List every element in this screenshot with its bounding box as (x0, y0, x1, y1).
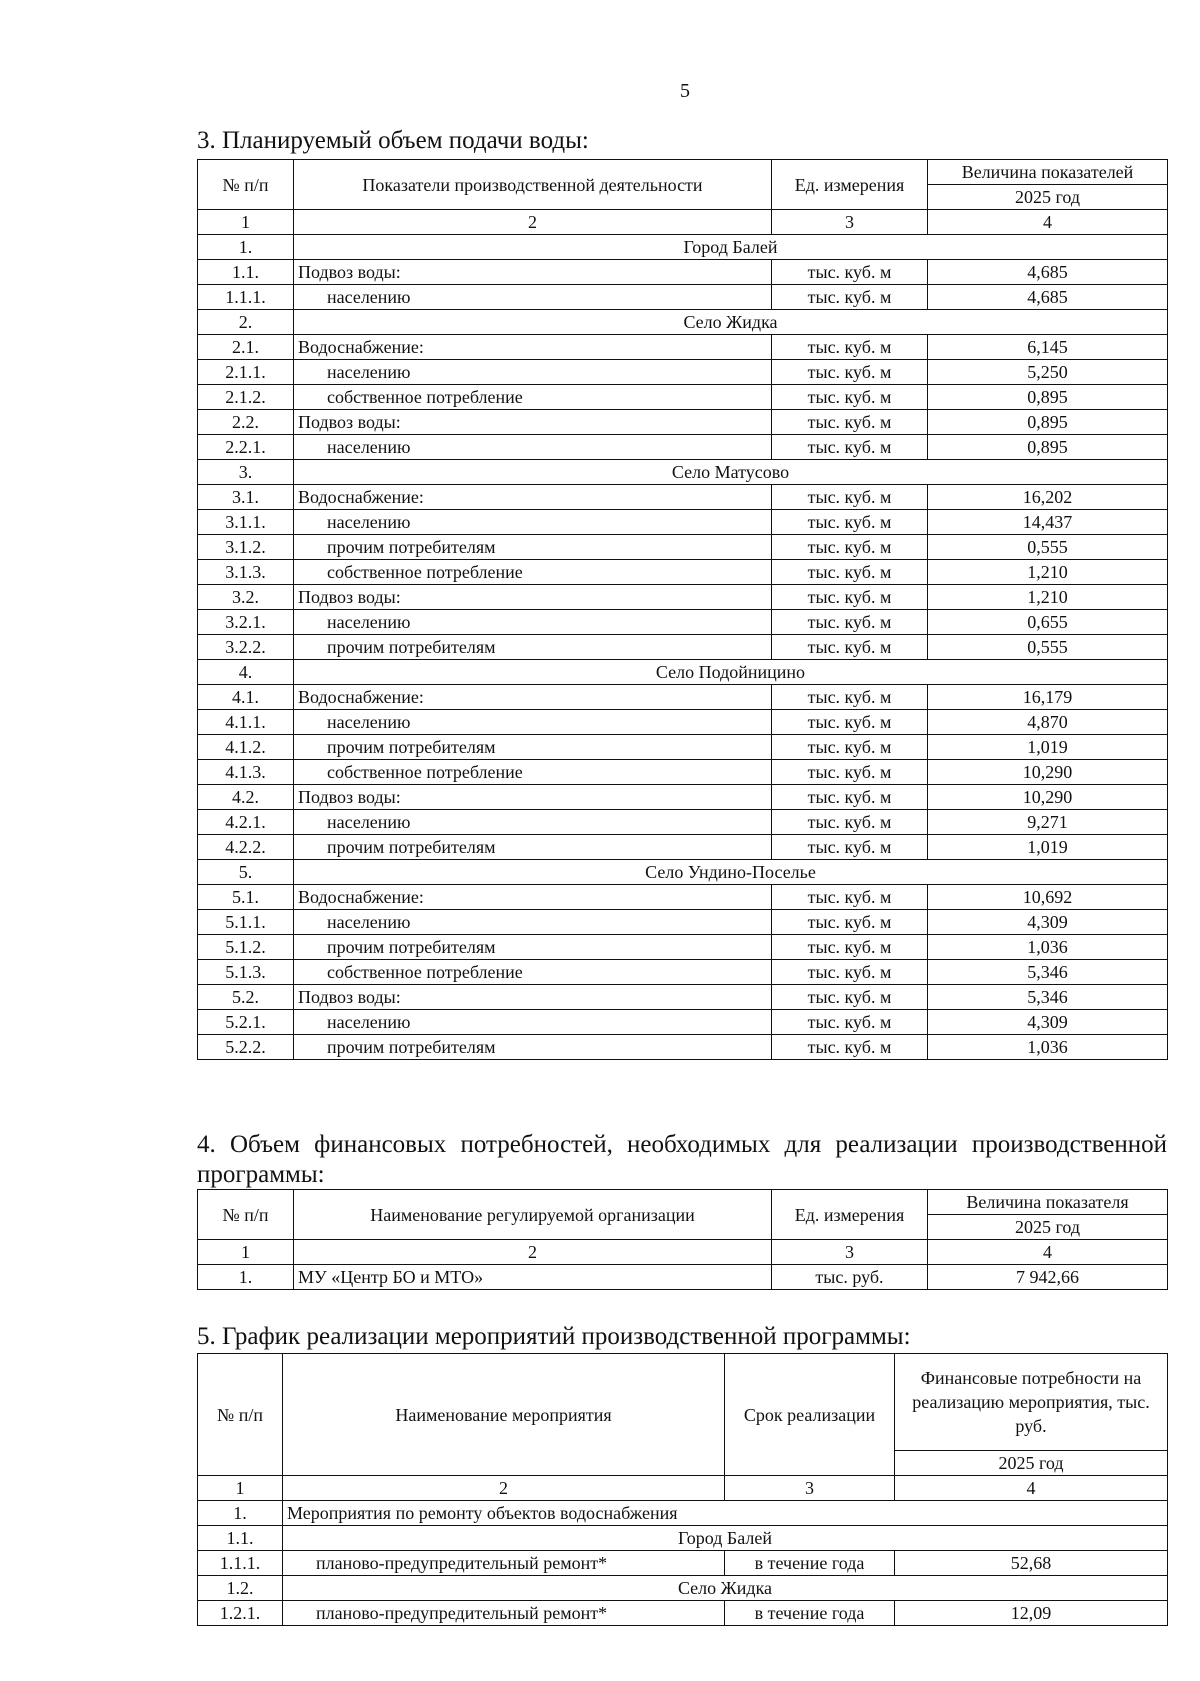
row-label: прочим потребителям (294, 535, 772, 560)
page-number: 5 (680, 80, 690, 102)
row-value: 0,555 (928, 635, 1168, 660)
group-num: 1.1. (198, 1526, 283, 1551)
section-5-title: 5. График реализации мероприятий производственной программы: (197, 1323, 911, 1350)
table-row (198, 635, 1168, 660)
row-value: 0,895 (928, 385, 1168, 410)
table-row (198, 435, 1168, 460)
row-unit: тыс. куб. м (772, 260, 928, 285)
row-value: 0,895 (928, 435, 1168, 460)
row-value: 1,210 (928, 585, 1168, 610)
table-row (198, 1010, 1168, 1035)
header-org: Наименование регулируемой организации (294, 1190, 772, 1240)
table-row (198, 1035, 1168, 1060)
row-unit: тыс. куб. м (772, 610, 928, 635)
header-num: № п/п (198, 1190, 294, 1240)
row-num: 3.2.2. (198, 635, 294, 660)
group-row (198, 660, 1168, 685)
row-unit: тыс. куб. м (772, 735, 928, 760)
header-indicator: Показатели производственной деятельности (294, 160, 772, 210)
col-number: 3 (772, 1240, 928, 1265)
row-unit: тыс. куб. м (772, 485, 928, 510)
row-value: 5,250 (928, 360, 1168, 385)
table-row (198, 260, 1168, 285)
table-row (198, 560, 1168, 585)
header-term: Срок реализации (725, 1354, 895, 1476)
table-row (198, 685, 1168, 710)
header-value: Величина показателей (928, 160, 1168, 185)
category-num: 1. (198, 1501, 283, 1526)
row-value: 0,655 (928, 610, 1168, 635)
table-row (198, 1551, 1168, 1576)
group-name: Село Матусово (294, 460, 1168, 485)
table-row (198, 1265, 1168, 1290)
group-num: 3. (198, 460, 294, 485)
row-unit: тыс. куб. м (772, 935, 928, 960)
row-label: Водоснабжение: (294, 685, 772, 710)
row-unit: тыс. куб. м (772, 560, 928, 585)
col-number: 4 (895, 1476, 1168, 1501)
row-value: 10,692 (928, 885, 1168, 910)
table-row (198, 810, 1168, 835)
table-row (198, 760, 1168, 785)
row-value: 5,346 (928, 985, 1168, 1010)
section-3-title: 3. Планируемый объем подачи воды: (197, 127, 589, 154)
table-row (198, 535, 1168, 560)
row-num: 3.1. (198, 485, 294, 510)
table-row (198, 585, 1168, 610)
row-num: 5.1.3. (198, 960, 294, 985)
group-row (198, 1526, 1168, 1551)
row-unit: тыс. куб. м (772, 885, 928, 910)
row-num: 2.1. (198, 335, 294, 360)
row-num: 2.1.1. (198, 360, 294, 385)
row-label: населению (294, 285, 772, 310)
row-value: 4,309 (928, 1010, 1168, 1035)
row-num: 5.2.2. (198, 1035, 294, 1060)
row-value: 6,145 (928, 335, 1168, 360)
table-row (198, 735, 1168, 760)
col-number: 2 (294, 1240, 772, 1265)
row-label: Подвоз воды: (294, 410, 772, 435)
table-row (198, 510, 1168, 535)
row-unit: тыс. куб. м (772, 335, 928, 360)
group-num: 1. (198, 235, 294, 260)
row-num: 4.1.2. (198, 735, 294, 760)
category-row (198, 1501, 1168, 1526)
col-number: 1 (198, 1476, 283, 1501)
row-unit: тыс. куб. м (772, 1010, 928, 1035)
row-value: 1,019 (928, 835, 1168, 860)
group-name: Город Балей (283, 1526, 1168, 1551)
row-label: населению (294, 360, 772, 385)
category-name: Мероприятия по ремонту объектов водоснабжения (283, 1501, 1168, 1526)
row-num: 2.2. (198, 410, 294, 435)
row-label: собственное потребление (294, 760, 772, 785)
row-value: 4,685 (928, 285, 1168, 310)
row-label: собственное потребление (294, 960, 772, 985)
group-row (198, 310, 1168, 335)
row-num: 5.2. (198, 985, 294, 1010)
row-value: 4,870 (928, 710, 1168, 735)
group-row (198, 460, 1168, 485)
row-unit: тыс. куб. м (772, 385, 928, 410)
row-unit: тыс. куб. м (772, 360, 928, 385)
row-num: 1.1.1. (198, 1551, 283, 1576)
header-num: № п/п (198, 160, 294, 210)
row-value: 1,036 (928, 935, 1168, 960)
row-value: 7 942,66 (928, 1265, 1168, 1290)
col-number: 1 (198, 1240, 294, 1265)
row-num: 5.1.2. (198, 935, 294, 960)
header-num: № п/п (198, 1354, 283, 1476)
row-label: прочим потребителям (294, 735, 772, 760)
row-unit: тыс. куб. м (772, 760, 928, 785)
row-unit: тыс. куб. м (772, 1035, 928, 1060)
group-row (198, 1576, 1168, 1601)
table-row (198, 410, 1168, 435)
row-value: 1,210 (928, 560, 1168, 585)
row-unit: тыс. куб. м (772, 960, 928, 985)
row-unit: тыс. куб. м (772, 535, 928, 560)
row-term: в течение года (725, 1551, 895, 1576)
header-finance: Финансовые потребности на реализацию мероприятия, тыс. руб. (895, 1354, 1168, 1451)
table-row (198, 985, 1168, 1010)
header-unit: Ед. измерения (772, 160, 928, 210)
row-num: 3.2. (198, 585, 294, 610)
row-label: Водоснабжение: (294, 885, 772, 910)
row-unit: тыс. куб. м (772, 285, 928, 310)
col-number: 2 (283, 1476, 725, 1501)
header-year: 2025 год (895, 1451, 1168, 1476)
row-num: 4.2.1. (198, 810, 294, 835)
group-num: 4. (198, 660, 294, 685)
col-number: 3 (725, 1476, 895, 1501)
row-event: планово-предупредительный ремонт* (283, 1601, 725, 1626)
table-row (198, 385, 1168, 410)
row-num: 2.1.2. (198, 385, 294, 410)
row-label: собственное потребление (294, 385, 772, 410)
row-unit: тыс. куб. м (772, 410, 928, 435)
row-label: населению (294, 510, 772, 535)
row-num: 4.2. (198, 785, 294, 810)
group-name: Село Жидка (283, 1576, 1168, 1601)
row-value: 10,290 (928, 760, 1168, 785)
table-row (198, 485, 1168, 510)
row-label: населению (294, 610, 772, 635)
row-label: Подвоз воды: (294, 785, 772, 810)
row-num: 4.2.2. (198, 835, 294, 860)
row-label: Подвоз воды: (294, 585, 772, 610)
row-num: 5.1. (198, 885, 294, 910)
row-num: 3.1.1. (198, 510, 294, 535)
row-unit: тыс. куб. м (772, 910, 928, 935)
table-row (198, 935, 1168, 960)
schedule-table (197, 1353, 1168, 1626)
row-unit: тыс. куб. м (772, 435, 928, 460)
row-org: МУ «Центр БО и МТО» (294, 1265, 772, 1290)
row-num: 4.1.3. (198, 760, 294, 785)
row-num: 3.1.2. (198, 535, 294, 560)
row-value: 0,555 (928, 535, 1168, 560)
row-label: Подвоз воды: (294, 985, 772, 1010)
row-num: 5.2.1. (198, 1010, 294, 1035)
row-unit: тыс. куб. м (772, 810, 928, 835)
row-unit: тыс. куб. м (772, 585, 928, 610)
table-row (198, 835, 1168, 860)
row-num: 5.1.1. (198, 910, 294, 935)
row-event: планово-предупредительный ремонт* (283, 1551, 725, 1576)
row-unit: тыс. куб. м (772, 635, 928, 660)
row-value: 52,68 (895, 1551, 1168, 1576)
row-unit: тыс. куб. м (772, 685, 928, 710)
row-label: Подвоз воды: (294, 260, 772, 285)
row-unit: тыс. куб. м (772, 510, 928, 535)
row-unit: тыс. куб. м (772, 835, 928, 860)
col-number: 3 (772, 210, 928, 235)
table-row (198, 910, 1168, 935)
row-label: прочим потребителям (294, 635, 772, 660)
row-label: населению (294, 1010, 772, 1035)
row-unit: тыс. куб. м (772, 985, 928, 1010)
row-num: 1.2.1. (198, 1601, 283, 1626)
water-supply-table (197, 159, 1168, 1060)
col-number: 2 (294, 210, 772, 235)
row-value: 9,271 (928, 810, 1168, 835)
table-row (198, 610, 1168, 635)
section-4-title: 4. Объем финансовых потребностей, необходимых для реализации производственной программы: (197, 1131, 1167, 1188)
header-value: Величина показателя (928, 1190, 1168, 1215)
row-num: 1. (198, 1265, 294, 1290)
row-value: 16,202 (928, 485, 1168, 510)
row-label: населению (294, 810, 772, 835)
row-value: 1,036 (928, 1035, 1168, 1060)
row-num: 2.2.1. (198, 435, 294, 460)
group-name: Село Подойницино (294, 660, 1168, 685)
group-num: 1.2. (198, 1576, 283, 1601)
row-value: 10,290 (928, 785, 1168, 810)
col-number: 4 (928, 210, 1168, 235)
row-label: прочим потребителям (294, 935, 772, 960)
row-value: 4,309 (928, 910, 1168, 935)
row-num: 4.1. (198, 685, 294, 710)
row-value: 12,09 (895, 1601, 1168, 1626)
row-label: Водоснабжение: (294, 335, 772, 360)
row-label: собственное потребление (294, 560, 772, 585)
row-num: 1.1. (198, 260, 294, 285)
row-value: 0,895 (928, 410, 1168, 435)
row-label: населению (294, 910, 772, 935)
group-name: Город Балей (294, 235, 1168, 260)
table-row (198, 285, 1168, 310)
group-num: 5. (198, 860, 294, 885)
table-row (198, 360, 1168, 385)
row-value: 4,685 (928, 260, 1168, 285)
row-label: населению (294, 710, 772, 735)
row-value: 5,346 (928, 960, 1168, 985)
header-unit: Ед. измерения (772, 1190, 928, 1240)
table-row (198, 335, 1168, 360)
financial-needs-table (197, 1189, 1168, 1290)
row-value: 1,019 (928, 735, 1168, 760)
row-label: населению (294, 435, 772, 460)
header-year: 2025 год (928, 1215, 1168, 1240)
row-num: 1.1.1. (198, 285, 294, 310)
row-unit: тыс. руб. (772, 1265, 928, 1290)
row-num: 4.1.1. (198, 710, 294, 735)
group-name: Село Ундино-Поселье (294, 860, 1168, 885)
col-number: 4 (928, 1240, 1168, 1265)
table-row (198, 960, 1168, 985)
row-num: 3.1.3. (198, 560, 294, 585)
row-value: 16,179 (928, 685, 1168, 710)
row-num: 3.2.1. (198, 610, 294, 635)
table-row (198, 1601, 1168, 1626)
group-num: 2. (198, 310, 294, 335)
row-unit: тыс. куб. м (772, 785, 928, 810)
row-label: прочим потребителям (294, 1035, 772, 1060)
table-row (198, 885, 1168, 910)
row-term: в течение года (725, 1601, 895, 1626)
col-number: 1 (198, 210, 294, 235)
table-row (198, 785, 1168, 810)
header-event: Наименование мероприятия (283, 1354, 725, 1476)
row-label: Водоснабжение: (294, 485, 772, 510)
group-row (198, 235, 1168, 260)
group-name: Село Жидка (294, 310, 1168, 335)
header-year: 2025 год (928, 185, 1168, 210)
group-row (198, 860, 1168, 885)
row-unit: тыс. куб. м (772, 710, 928, 735)
row-label: прочим потребителям (294, 835, 772, 860)
row-value: 14,437 (928, 510, 1168, 535)
table-row (198, 710, 1168, 735)
